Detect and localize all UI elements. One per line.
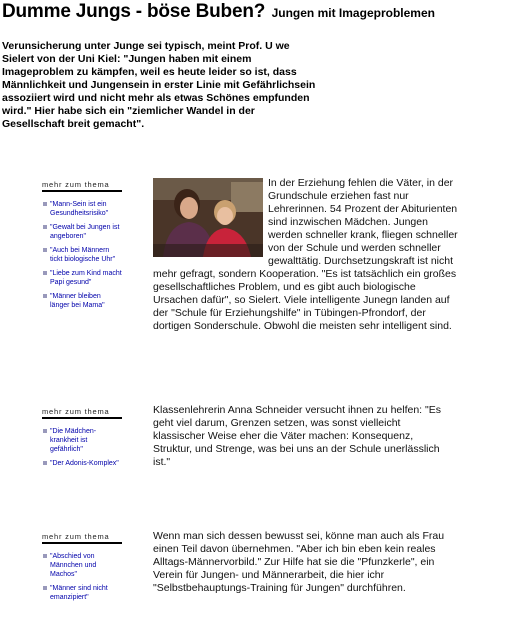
related-link-label: "Mann-Sein ist ein Gesundheitsrisiko" <box>50 201 109 217</box>
related-link-label: "Männer bleiben länger bei Mama" <box>50 293 105 309</box>
related-link-label: "Liebe zum Kind macht Papi gesund" <box>50 270 122 286</box>
page-title: Dumme Jungs - böse Buben? <box>2 1 266 22</box>
related-link[interactable] <box>42 292 122 310</box>
related-link[interactable] <box>42 269 122 287</box>
related-links-list <box>42 427 122 468</box>
related-link-label: "Auch bei Männern tickt biologische Uhr" <box>50 247 116 263</box>
related-link[interactable] <box>42 552 122 579</box>
related-link[interactable] <box>42 200 122 218</box>
sidebar-more-topic-3 <box>42 532 122 607</box>
bullet-icon <box>43 202 47 206</box>
sidebar-heading: mehr zum thema <box>42 532 122 544</box>
related-link[interactable] <box>42 223 122 241</box>
bullet-icon <box>43 225 47 229</box>
paragraph-text: In der Erziehung fehlen die Väter, in der Grundschule erziehen fast nur Lehrerinnen. 54 Prozent der Abiturienten sind inzwischen Mädchen. Jungen werden schneller krank, fliegen schneller von der Schule und werden schneller gewalttätig. Durchsetzungskraft ist nicht mehr gefragt, sondern Kooperation. "Es ist tatsächlich ein großes gesellschaftliches Problem, und es gibt auch biologische Ursachen dafür", so Sielert. Viele intelligente Junegn landen auf der "Schule für Erziehungshilfe" in Tübingen-Pfrondorf, der dortigen Sonderschule. Obwohl die meisten sehr intelligent sind. <box>153 177 458 332</box>
bullet-icon <box>43 461 47 465</box>
related-link-label: "Männer sind nicht emanzipiert" <box>50 585 108 601</box>
related-link-label: "Der Adonis-Komplex" <box>50 460 119 467</box>
related-link[interactable] <box>42 584 122 602</box>
article-paragraph: Wenn man sich dessen bewusst sei, könne man auch als Frau einen Teil davon übernehmen. "Aber ich bin eben kein reales Alltags-Männervorbild." Zur Hilfe hat sie die "Pfunzkerle", ein Verein für Jungen- und Männerarbeit, die hier ichr "Selbstbehauptungs-Training für Jungen" durchführen. <box>153 530 445 594</box>
related-links-list <box>42 200 122 310</box>
bullet-icon <box>43 248 47 252</box>
article-headline <box>2 1 435 23</box>
photo-wrap-spacer <box>153 177 268 257</box>
sidebar-more-topic-1 <box>42 180 122 315</box>
sidebar-heading: mehr zum thema <box>42 180 122 192</box>
related-link[interactable] <box>42 246 122 264</box>
page-subtitle: Jungen mit Imageproblemen <box>271 6 435 20</box>
bullet-icon <box>43 554 47 558</box>
bullet-icon <box>43 586 47 590</box>
bullet-icon <box>43 271 47 275</box>
related-link-label: "Die Mädchen-krankheit ist gefährlich" <box>50 428 97 453</box>
bullet-icon <box>43 429 47 433</box>
lead-paragraph: Verunsicherung unter Junge sei typisch, meint Prof. U we Sielert von der Uni Kiel: "Jungen haben mit einem Imageproblem zu kämpfen, weil es heute leider so ist, dass Männlichkeit und Jungensein in erster Linie mit Gefährlichsein assoziiert wird und nicht mehr als etwas Schönes empfunden wird." Hier habe sich ein "ziemlicher Wandel in der Gesellschaft breit gemacht". <box>2 40 316 130</box>
sidebar-more-topic-2 <box>42 407 122 473</box>
article-paragraph <box>153 177 458 333</box>
related-link-label: "Abschied von Männchen und Machos" <box>50 553 97 578</box>
related-links-list <box>42 552 122 602</box>
related-link-label: "Gewalt bei Jungen ist angeboren" <box>50 224 120 240</box>
sidebar-heading: mehr zum thema <box>42 407 122 419</box>
bullet-icon <box>43 294 47 298</box>
related-link[interactable] <box>42 427 122 454</box>
related-link[interactable] <box>42 459 122 468</box>
article-paragraph: Klassenlehrerin Anna Schneider versucht ihnen zu helfen: "Es geht viel darum, Grenzen setzen, was sonst vielleicht klassischer Weise eher die Väter machen: Konsequenz, Struktur, und Strenge, was bei uns an der Schule unerlässlich ist." <box>153 404 441 468</box>
